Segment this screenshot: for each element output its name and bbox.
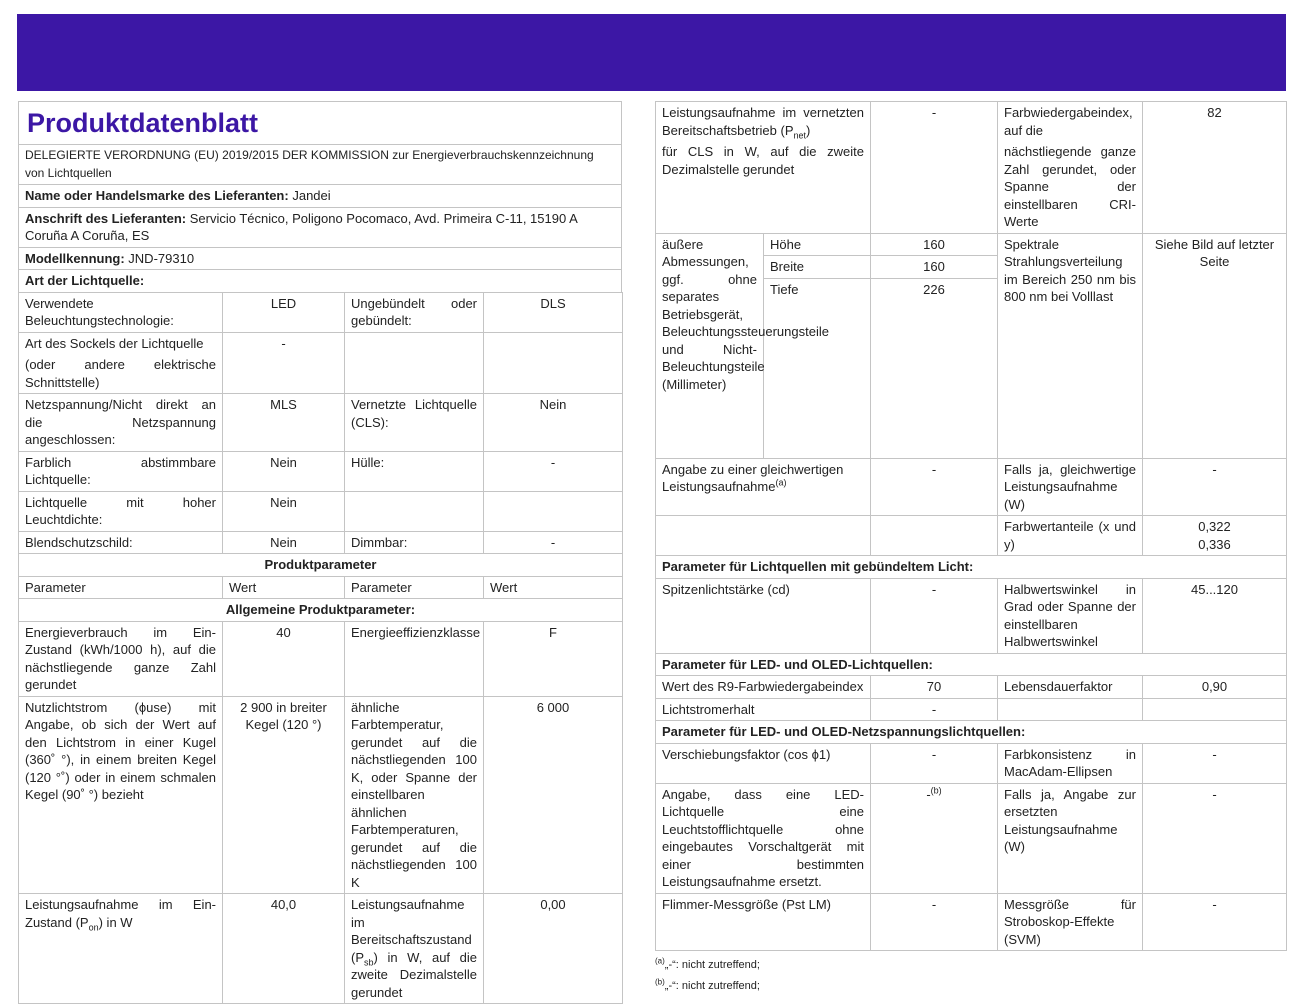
energy-class-value: F bbox=[484, 621, 623, 696]
page-title: Produktdatenblatt bbox=[19, 102, 622, 145]
supplier-name-label: Name oder Handelsmarke des Lieferanten: bbox=[25, 188, 289, 203]
cri-note: nächstliegende ganze Zahl gerundet, oder Spanne der einstellbaren CRI-Werte bbox=[998, 141, 1143, 233]
parameters-table bbox=[655, 101, 1287, 951]
dim-height-value: 160 bbox=[871, 233, 998, 256]
column-headers bbox=[19, 576, 623, 599]
chromaticity-y: 0,336 bbox=[1149, 536, 1280, 554]
col-header-value: Wert bbox=[223, 576, 345, 599]
color-consistency-value: - bbox=[1143, 743, 1287, 783]
general-params-title: Allgemeine Produktparameter: bbox=[19, 599, 623, 622]
tunable-value: Nein bbox=[223, 451, 345, 491]
table-row bbox=[19, 292, 623, 332]
empty-cell bbox=[484, 491, 623, 531]
peak-intensity-value: - bbox=[871, 578, 998, 653]
light-source-type-label: Art der Lichtquelle: bbox=[19, 270, 622, 293]
glare-shield-label: Blendschutzschild: bbox=[19, 531, 223, 554]
stroboscopic-value: - bbox=[1143, 893, 1287, 951]
cct-value: 6 000 bbox=[484, 696, 623, 894]
dimensions-label: äußere Abmessungen, ggf. ohne separates Betriebsgerät, Beleuchtungssteuerungsteile und Nicht-Beleuchtungsteile (Millimeter) bbox=[656, 233, 764, 458]
table-row bbox=[656, 676, 1287, 699]
product-params-title: Produktparameter bbox=[19, 554, 623, 577]
survival-factor-label: Lebensdauerfaktor bbox=[998, 676, 1143, 699]
energy-class-label: Energieeffizienzklasse bbox=[345, 621, 484, 696]
table-row bbox=[656, 516, 1287, 556]
supplier-address-label: Anschrift des Lieferanten: bbox=[25, 211, 186, 226]
header-banner bbox=[17, 14, 1286, 91]
table-row bbox=[19, 491, 623, 531]
empty-cell bbox=[484, 332, 623, 394]
cap-type-label: Art des Sockels der Lichtquelle bbox=[19, 332, 223, 354]
chromaticity-value bbox=[1143, 516, 1287, 556]
empty-cell bbox=[1143, 698, 1287, 721]
table-row bbox=[19, 394, 623, 452]
high-luminance-label: Lichtquelle mit hoher Leuchtdichte: bbox=[19, 491, 223, 531]
directional-label: Ungebündelt oder gebündelt: bbox=[345, 292, 484, 332]
chromaticity-label: Farbwertanteile (x und y) bbox=[998, 516, 1143, 556]
equivalent-watt-value: - bbox=[1143, 458, 1287, 516]
mains-value: MLS bbox=[223, 394, 345, 452]
high-luminance-value: Nein bbox=[223, 491, 345, 531]
supplier-table bbox=[18, 101, 622, 293]
footnotes bbox=[655, 955, 1286, 997]
datasheet-left-column bbox=[18, 101, 622, 1004]
lumen-maintenance-value: - bbox=[871, 698, 998, 721]
table-row bbox=[19, 894, 623, 1004]
connected-label: Vernetzte Lichtquelle (CLS): bbox=[345, 394, 484, 452]
replacement-claim-value: -$^{(b)}$ bbox=[871, 783, 998, 893]
model-id: JND-79310 bbox=[128, 251, 194, 266]
model-label: Modellkennung: bbox=[25, 251, 125, 266]
lumen-maintenance-label: Lichtstromerhalt bbox=[656, 698, 871, 721]
r9-value: 70 bbox=[871, 676, 998, 699]
on-mode-power-label: Leistungsaufnahme im Ein-Zustand $(P_{on})$ in W bbox=[19, 894, 223, 1004]
table-row bbox=[656, 458, 1287, 516]
supplier-address: Servicio Técnico, Poligono Pocomaco, Avd. Primeira C-11, 15190 A Coruña A Coruña, ES bbox=[25, 211, 577, 244]
col-header-value: Wert bbox=[484, 576, 623, 599]
footnote-b: $^{(b)}$„-“: nicht zutreffend; bbox=[655, 976, 1286, 997]
useful-flux-label: Nutzlichtstrom (ϕuse) mit Angabe, ob sich der Wert auf den Lichtstrom in einer Kugel (360˚ °), in einem breiten Kegel (120 °˚) oder in einem schmalen Kegel (90˚ °) bezieht bbox=[19, 696, 223, 894]
footnote-a: $^{(a)}$„-“: nicht zutreffend; bbox=[655, 955, 1286, 976]
dim-width-label: Breite bbox=[764, 256, 871, 279]
table-row bbox=[656, 783, 1287, 893]
dimmable-label: Dimmbar: bbox=[345, 531, 484, 554]
cap-type-note: (oder andere elektrische Schnittstelle) bbox=[19, 354, 223, 394]
mains-label: Netzspannung/Nicht direkt an die Netzspannung angeschlossen: bbox=[19, 394, 223, 452]
directional-value: DLS bbox=[484, 292, 623, 332]
empty-cell bbox=[871, 516, 998, 556]
useful-flux-value: 2 900 in breiter Kegel (120 °) bbox=[223, 696, 345, 894]
connected-value: Nein bbox=[484, 394, 623, 452]
cap-type-value: - bbox=[223, 332, 345, 394]
supplier-name: Jandei bbox=[292, 188, 330, 203]
displacement-factor-label: Verschiebungsfaktor (cos ϕ1) bbox=[656, 743, 871, 783]
cct-label: ähnliche Farbtemperatur, gerundet auf die nächstliegenden 100 K, oder Spanne der einstellbaren ähnlichen Farbtemperaturen, gerundet auf die nächstliegenden 100 K bbox=[345, 696, 484, 894]
stroboscopic-label: Messgröße für Stroboskop-Effekte (SVM) bbox=[998, 893, 1143, 951]
replacement-claim-label: Angabe, dass eine LED-Lichtquelle eine Leuchtstofflichtquelle ohne eingebautes Vorschaltgerät mit einer bestimmten Leistungsaufnahme ersetzt. bbox=[656, 783, 871, 893]
technology-value: LED bbox=[223, 292, 345, 332]
beam-angle-label: Halbwertswinkel in Grad oder Spanne der einstellbaren Halbwertswinkel bbox=[998, 578, 1143, 653]
survival-factor-value: 0,90 bbox=[1143, 676, 1287, 699]
table-row bbox=[19, 621, 623, 696]
led-mains-params-title: Parameter für LED- und OLED-Netzspannungslichtquellen: bbox=[656, 721, 1287, 744]
technology-label: Verwendete Beleuchtungstechnologie: bbox=[19, 292, 223, 332]
standby-power-value: 0,00 bbox=[484, 894, 623, 1004]
standby-power-label: Leistungsaufnahme im Bereitschaftszustand $(P_{sb})$ in W, auf die zweite Dezimalstelle gerundet bbox=[345, 894, 484, 1004]
light-source-table bbox=[18, 292, 623, 1004]
equivalent-watt-label: Falls ja, gleichwertige Leistungsaufnahme (W) bbox=[998, 458, 1143, 516]
equivalent-power-value: - bbox=[871, 458, 998, 516]
envelope-value: - bbox=[484, 451, 623, 491]
table-row bbox=[19, 696, 623, 894]
table-row bbox=[19, 531, 623, 554]
equivalent-power-label: Angabe zu einer gleichwertigen Leistungsaufnahme$^{(a)}$ bbox=[656, 458, 871, 516]
model-row bbox=[19, 247, 622, 270]
col-header-parameter: Parameter bbox=[19, 576, 223, 599]
table-row bbox=[19, 332, 623, 354]
tunable-label: Farblich abstimmbare Lichtquelle: bbox=[19, 451, 223, 491]
color-consistency-label: Farbkonsistenz in MacAdam-Ellipsen bbox=[998, 743, 1143, 783]
dim-width-value: 160 bbox=[871, 256, 998, 279]
networked-standby-label: Leistungsaufnahme im vernetzten Bereitschaftsbetrieb $(P_{net})$ bbox=[656, 102, 871, 142]
empty-cell bbox=[998, 698, 1143, 721]
chromaticity-x: 0,322 bbox=[1149, 518, 1280, 536]
empty-cell bbox=[345, 332, 484, 394]
dim-depth-label: Tiefe bbox=[764, 278, 871, 458]
empty-cell bbox=[345, 491, 484, 531]
directional-params-title: Parameter für Lichtquellen mit gebündeltem Licht: bbox=[656, 556, 1287, 579]
led-params-title: Parameter für LED- und OLED-Lichtquellen: bbox=[656, 653, 1287, 676]
cri-label: Farbwiedergabeindex, auf die bbox=[998, 102, 1143, 142]
table-row bbox=[656, 233, 1287, 256]
displacement-factor-value: - bbox=[871, 743, 998, 783]
datasheet-right-column bbox=[655, 101, 1286, 997]
spectral-value: Siehe Bild auf letzter Seite bbox=[1143, 233, 1287, 458]
supplier-name-row bbox=[19, 185, 622, 208]
table-row bbox=[19, 451, 623, 491]
peak-intensity-label: Spitzenlichtstärke (cd) bbox=[656, 578, 871, 653]
beam-angle-value: 45...120 bbox=[1143, 578, 1287, 653]
dim-height-label: Höhe bbox=[764, 233, 871, 256]
r9-label: Wert des R9-Farbwiedergabeindex bbox=[656, 676, 871, 699]
dimmable-value: - bbox=[484, 531, 623, 554]
glare-shield-value: Nein bbox=[223, 531, 345, 554]
networked-standby-value: - bbox=[871, 102, 998, 234]
table-row bbox=[656, 102, 1287, 142]
table-row bbox=[656, 578, 1287, 653]
supplier-address-row bbox=[19, 207, 622, 247]
replaced-power-value: - bbox=[1143, 783, 1287, 893]
table-row bbox=[656, 743, 1287, 783]
energy-consumption-value: 40 bbox=[223, 621, 345, 696]
flicker-label: Flimmer-Messgröße (Pst LM) bbox=[656, 893, 871, 951]
table-row bbox=[656, 893, 1287, 951]
replaced-power-label: Falls ja, Angabe zur ersetzten Leistungsaufnahme (W) bbox=[998, 783, 1143, 893]
networked-standby-note: für CLS in W, auf die zweite Dezimalstelle gerundet bbox=[656, 141, 871, 233]
cri-value: 82 bbox=[1143, 102, 1287, 234]
table-row bbox=[656, 698, 1287, 721]
regulation-text: DELEGIERTE VERORDNUNG (EU) 2019/2015 DER KOMMISSION zur Energieverbrauchskennzeichnung von Lichtquellen bbox=[19, 145, 622, 185]
dim-depth-value: 226 bbox=[871, 278, 998, 458]
col-header-parameter: Parameter bbox=[345, 576, 484, 599]
envelope-label: Hülle: bbox=[345, 451, 484, 491]
energy-consumption-label: Energieverbrauch im Ein-Zustand (kWh/1000 h), auf die nächstliegende ganze Zahl gerundet bbox=[19, 621, 223, 696]
on-mode-power-value: 40,0 bbox=[223, 894, 345, 1004]
spectral-label: Spektrale Strahlungsverteilung im Bereich 250 nm bis 800 nm bei Volllast bbox=[998, 233, 1143, 458]
empty-cell bbox=[656, 516, 871, 556]
flicker-value: - bbox=[871, 893, 998, 951]
